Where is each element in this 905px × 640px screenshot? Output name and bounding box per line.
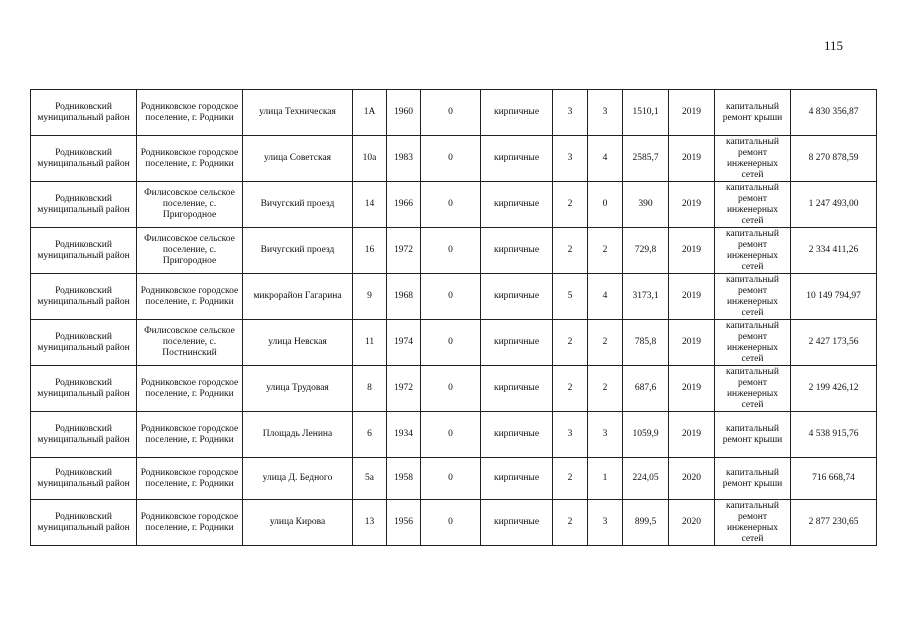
cell-wall-material: кирпичные	[481, 182, 553, 228]
cell-wall-material: кирпичные	[481, 412, 553, 458]
cell-entrances: 1	[588, 458, 623, 500]
cell-wall-material: кирпичные	[481, 320, 553, 366]
cell-street: Вичугский проезд	[243, 182, 353, 228]
cell-year-overhaul: 0	[421, 458, 481, 500]
cell-year-overhaul: 0	[421, 182, 481, 228]
cell-street: улица Техническая	[243, 90, 353, 136]
cell-wall-material: кирпичные	[481, 500, 553, 546]
cell-wall-material: кирпичные	[481, 90, 553, 136]
cell-floors: 2	[553, 458, 588, 500]
cell-cost: 2 427 173,56	[791, 320, 877, 366]
table-row	[31, 500, 877, 546]
cell-year-built: 1983	[387, 136, 421, 182]
cell-entrances: 0	[588, 182, 623, 228]
cell-cost: 8 270 878,59	[791, 136, 877, 182]
cell-floors: 2	[553, 500, 588, 546]
cell-plan-year: 2019	[669, 320, 715, 366]
cell-work-type: капитальный ремонт инженерных сетей	[715, 500, 791, 546]
cell-district: Родниковский муниципальный район	[31, 458, 137, 500]
cell-floors: 2	[553, 182, 588, 228]
cell-district: Родниковский муниципальный район	[31, 320, 137, 366]
cell-plan-year: 2020	[669, 500, 715, 546]
housing-repair-table	[30, 89, 877, 546]
table-row	[31, 458, 877, 500]
cell-street: улица Невская	[243, 320, 353, 366]
cell-year-built: 1958	[387, 458, 421, 500]
cell-settlement: Родниковское городское поселение, г. Родники	[137, 136, 243, 182]
table-row	[31, 274, 877, 320]
cell-work-type: капитальный ремонт крыши	[715, 412, 791, 458]
cell-street: улица Трудовая	[243, 366, 353, 412]
cell-plan-year: 2020	[669, 458, 715, 500]
cell-area: 729,8	[623, 228, 669, 274]
table-row	[31, 320, 877, 366]
page-number: 115	[824, 38, 844, 53]
cell-settlement: Родниковское городское поселение, г. Родники	[137, 458, 243, 500]
cell-cost: 716 668,74	[791, 458, 877, 500]
table-row	[31, 90, 877, 136]
cell-settlement: Родниковское городское поселение, г. Родники	[137, 500, 243, 546]
cell-house-number: 8	[353, 366, 387, 412]
cell-floors: 3	[553, 412, 588, 458]
cell-year-built: 1934	[387, 412, 421, 458]
cell-house-number: 16	[353, 228, 387, 274]
cell-entrances: 3	[588, 90, 623, 136]
cell-year-overhaul: 0	[421, 228, 481, 274]
cell-house-number: 14	[353, 182, 387, 228]
cell-cost: 2 199 426,12	[791, 366, 877, 412]
cell-settlement: Родниковское городское поселение, г. Родники	[137, 274, 243, 320]
cell-entrances: 3	[588, 412, 623, 458]
cell-work-type: капитальный ремонт инженерных сетей	[715, 228, 791, 274]
cell-work-type: капитальный ремонт крыши	[715, 458, 791, 500]
cell-entrances: 3	[588, 500, 623, 546]
cell-year-built: 1966	[387, 182, 421, 228]
table-body	[31, 90, 877, 546]
cell-year-overhaul: 0	[421, 136, 481, 182]
cell-work-type: капитальный ремонт инженерных сетей	[715, 320, 791, 366]
cell-house-number: 13	[353, 500, 387, 546]
cell-settlement: Родниковское городское поселение, г. Родники	[137, 90, 243, 136]
cell-area: 390	[623, 182, 669, 228]
cell-entrances: 2	[588, 320, 623, 366]
cell-district: Родниковский муниципальный район	[31, 500, 137, 546]
cell-floors: 5	[553, 274, 588, 320]
cell-year-overhaul: 0	[421, 90, 481, 136]
cell-house-number: 9	[353, 274, 387, 320]
cell-settlement: Филисовское сельское поселение, с. Пригородное	[137, 182, 243, 228]
cell-floors: 3	[553, 136, 588, 182]
cell-district: Родниковский муниципальный район	[31, 366, 137, 412]
cell-cost: 2 877 230,65	[791, 500, 877, 546]
cell-area: 1510,1	[623, 90, 669, 136]
cell-year-overhaul: 0	[421, 366, 481, 412]
cell-plan-year: 2019	[669, 412, 715, 458]
cell-area: 899,5	[623, 500, 669, 546]
cell-district: Родниковский муниципальный район	[31, 90, 137, 136]
table-row	[31, 412, 877, 458]
cell-floors: 2	[553, 320, 588, 366]
cell-plan-year: 2019	[669, 366, 715, 412]
cell-area: 687,6	[623, 366, 669, 412]
table-row	[31, 182, 877, 228]
cell-house-number: 6	[353, 412, 387, 458]
cell-district: Родниковский муниципальный район	[31, 182, 137, 228]
cell-entrances: 2	[588, 228, 623, 274]
cell-street: Вичугский проезд	[243, 228, 353, 274]
cell-plan-year: 2019	[669, 90, 715, 136]
cell-district: Родниковский муниципальный район	[31, 136, 137, 182]
cell-work-type: капитальный ремонт инженерных сетей	[715, 366, 791, 412]
cell-cost: 4 830 356,87	[791, 90, 877, 136]
cell-area: 785,8	[623, 320, 669, 366]
cell-district: Родниковский муниципальный район	[31, 228, 137, 274]
cell-plan-year: 2019	[669, 136, 715, 182]
cell-cost: 2 334 411,26	[791, 228, 877, 274]
cell-area: 3173,1	[623, 274, 669, 320]
cell-year-built: 1972	[387, 366, 421, 412]
cell-district: Родниковский муниципальный район	[31, 274, 137, 320]
cell-year-built: 1960	[387, 90, 421, 136]
cell-cost: 1 247 493,00	[791, 182, 877, 228]
table-row	[31, 228, 877, 274]
cell-settlement: Родниковское городское поселение, г. Родники	[137, 412, 243, 458]
cell-year-built: 1968	[387, 274, 421, 320]
table-row	[31, 136, 877, 182]
cell-floors: 2	[553, 366, 588, 412]
cell-year-overhaul: 0	[421, 320, 481, 366]
cell-year-overhaul: 0	[421, 274, 481, 320]
cell-entrances: 4	[588, 274, 623, 320]
cell-work-type: капитальный ремонт инженерных сетей	[715, 274, 791, 320]
cell-plan-year: 2019	[669, 182, 715, 228]
cell-settlement: Филисовское сельское поселение, с. Постнинский	[137, 320, 243, 366]
cell-house-number: 1А	[353, 90, 387, 136]
cell-entrances: 4	[588, 136, 623, 182]
cell-plan-year: 2019	[669, 228, 715, 274]
cell-street: улица Кирова	[243, 500, 353, 546]
cell-floors: 2	[553, 228, 588, 274]
cell-street: микрорайон Гагарина	[243, 274, 353, 320]
cell-settlement: Филисовское сельское поселение, с. Пригородное	[137, 228, 243, 274]
cell-year-built: 1972	[387, 228, 421, 274]
cell-entrances: 2	[588, 366, 623, 412]
cell-house-number: 10а	[353, 136, 387, 182]
cell-wall-material: кирпичные	[481, 366, 553, 412]
cell-area: 1059,9	[623, 412, 669, 458]
cell-area: 2585,7	[623, 136, 669, 182]
cell-wall-material: кирпичные	[481, 458, 553, 500]
cell-area: 224,05	[623, 458, 669, 500]
cell-wall-material: кирпичные	[481, 136, 553, 182]
cell-wall-material: кирпичные	[481, 274, 553, 320]
cell-cost: 4 538 915,76	[791, 412, 877, 458]
cell-floors: 3	[553, 90, 588, 136]
cell-street: улица Советская	[243, 136, 353, 182]
cell-street: улица Д. Бедного	[243, 458, 353, 500]
cell-year-overhaul: 0	[421, 500, 481, 546]
cell-year-overhaul: 0	[421, 412, 481, 458]
cell-settlement: Родниковское городское поселение, г. Родники	[137, 366, 243, 412]
cell-house-number: 5а	[353, 458, 387, 500]
cell-year-built: 1974	[387, 320, 421, 366]
cell-cost: 10 149 794,97	[791, 274, 877, 320]
cell-district: Родниковский муниципальный район	[31, 412, 137, 458]
cell-year-built: 1956	[387, 500, 421, 546]
cell-plan-year: 2019	[669, 274, 715, 320]
cell-wall-material: кирпичные	[481, 228, 553, 274]
table-row	[31, 366, 877, 412]
cell-house-number: 11	[353, 320, 387, 366]
cell-work-type: капитальный ремонт крыши	[715, 90, 791, 136]
cell-work-type: капитальный ремонт инженерных сетей	[715, 136, 791, 182]
cell-street: Площадь Ленина	[243, 412, 353, 458]
cell-work-type: капитальный ремонт инженерных сетей	[715, 182, 791, 228]
